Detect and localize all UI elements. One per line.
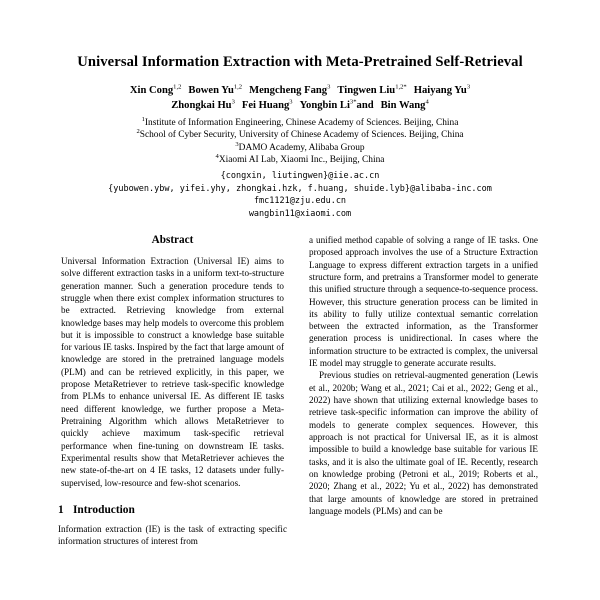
author-line-1	[58, 83, 542, 98]
author	[381, 100, 429, 111]
author	[300, 100, 357, 111]
author	[337, 82, 407, 96]
affiliation-text: Xiaomi AI Lab, Xiaomi Inc., Beijing, China	[218, 155, 385, 166]
affiliation-list	[58, 117, 542, 167]
author	[188, 82, 243, 96]
affiliation-marker: 1	[141, 115, 145, 123]
email-line: {congxin, liutingwen}@iie.ac.cn	[220, 170, 380, 181]
affiliation-item	[58, 142, 542, 155]
author-affiliation-marker: 3	[327, 82, 331, 90]
affiliation-item	[58, 117, 542, 130]
author-list	[58, 83, 542, 113]
author	[413, 82, 471, 96]
affiliation-marker: 2	[136, 128, 140, 136]
author-affiliation-marker: 1,2	[233, 82, 243, 90]
author-name: Fei Huang	[241, 99, 290, 111]
continued-paragraph: a unified method capable of solving a range of IE tasks. One proposed approach involves the use of a Structure Extraction Language to express different extraction targets in a unified structure form, and pretrains a Transformer model to generate this unified structure through a sequence-to-sequence process. However, this structure generation process can be limited in its ability to fully utilize contextual semantic correlation between the extracted information, as the Transformer generation process is unidirectional. In cases where the information structure to be extracted is complex, the universal IE model may struggle to generate accurate results.	[309, 234, 538, 369]
author-affiliation-marker: 3	[289, 98, 293, 105]
author-affiliation-marker: 1,2	[173, 82, 182, 90]
email-line: fmc1121@zju.edu.cn	[253, 196, 347, 207]
author	[171, 100, 235, 111]
abstract-paragraph: Universal Information Extraction (Universal IE) aims to solve different extraction tasks in a uniform text-to-structure generation manner. Such a generation procedure tends to struggle when there exist complex information structures to be extracted. Retrieving knowledge from external knowledge bases may help models to overcome this problem but it is impossible to construct a knowledge base suitable for various IE tasks. Inspired by the fact that large amount of knowledge are stored in the pretrained language models (PLM) and can be retrieved explicitly, in this paper, we propose MetaRetriever to retrieve task-specific knowledge from PLMs to enhance universal IE. As different IE tasks need different knowledge, we further propose a Meta-Pretraining Algorithm which allows MetaRetriever to quickly achieve maximum task-specific retrieval performance when fine-tuning on downstream IE tasks. Experimental results show that MetaRetriever achieves the new state-of-the-art on 4 IE tasks, 12 datasets under fully-supervised, low-resource and few-shot scenarios.	[61, 255, 284, 488]
section-title: Introduction	[73, 503, 135, 516]
author-name: Bin Wang	[380, 99, 426, 111]
author-name: Tingwen Liu	[337, 84, 396, 96]
author	[129, 82, 182, 96]
affiliation-text: DAMO Academy, Alibaba Group	[238, 142, 365, 153]
abstract-heading: Abstract	[151, 233, 194, 246]
author-line-2	[58, 98, 542, 113]
affiliation-item	[58, 129, 542, 142]
author-name: Mengcheng Fang	[249, 84, 328, 96]
body-columns	[58, 234, 542, 548]
author-affiliation-marker: 3*	[349, 98, 357, 105]
section-heading-introduction	[58, 504, 287, 516]
author-affiliation-marker: 3	[466, 82, 471, 90]
email-line: wangbin11@xiaomi.com	[248, 209, 352, 220]
author-affiliation-marker: 3	[231, 98, 235, 105]
author-affiliation-marker: 4	[425, 98, 429, 105]
paper-content	[0, 54, 600, 548]
affiliation-text: School of Cyber Security, University of Chinese Academy of Sciences. Beijing, China	[139, 130, 464, 141]
author-name: Yongbin Li	[299, 99, 350, 111]
abstract-body	[58, 255, 287, 489]
author-name: Haiyang Yu	[413, 84, 467, 96]
paper-title: Universal Information Extraction with Meta-Pretrained Self-Retrieval	[77, 54, 523, 70]
affiliation-marker: 3	[235, 140, 239, 148]
author-name: Xin Cong	[129, 84, 174, 96]
author	[242, 100, 293, 111]
author-conjunction: and	[356, 99, 374, 111]
affiliation-item	[58, 154, 542, 167]
body-paragraph: Previous studies on retrieval-augmented generation (Lewis et al., 2020b; Wang et al., 2021; Cai et al., 2022; Geng et al., 2022) have shown that utilizing external knowledge bases to retrieve task-specific information can improve the ability of models to generate complex sequences. However, this approach is not practical for Universal IE, as it is almost impossible to build a knowledge base suitable for various IE tasks, and it is also the ultimate goal of IE. Recently, research on knowledge probing (Petroni et al., 2019; Roberts et al., 2020; Zhang et al., 2022; Yu et al., 2022) has demonstrated that large amounts of knowledge are stored in pretrained language models (PLMs) and can be	[309, 370, 538, 516]
section-number: 1	[58, 503, 64, 516]
affiliation-text: Institute of Information Engineering, Chinese Academy of Sciences. Beijing, China	[144, 117, 459, 128]
author-name: Bowen Yu	[188, 84, 234, 96]
email-line: {yubowen.ybw, yifei.yhy, zhongkai.hzk, f.huang, shuide.lyb}@alibaba-inc.com	[108, 183, 492, 194]
affiliation-marker: 4	[215, 153, 219, 161]
introduction-paragraph: Information extraction (IE) is the task of extracting specific information structures of interest from	[58, 523, 287, 547]
author-name: Zhongkai Hu	[171, 99, 232, 111]
right-column	[309, 234, 538, 517]
email-list	[58, 170, 542, 221]
author-affiliation-marker: 1,2*	[395, 82, 407, 90]
left-column	[58, 234, 287, 548]
author	[249, 82, 331, 96]
